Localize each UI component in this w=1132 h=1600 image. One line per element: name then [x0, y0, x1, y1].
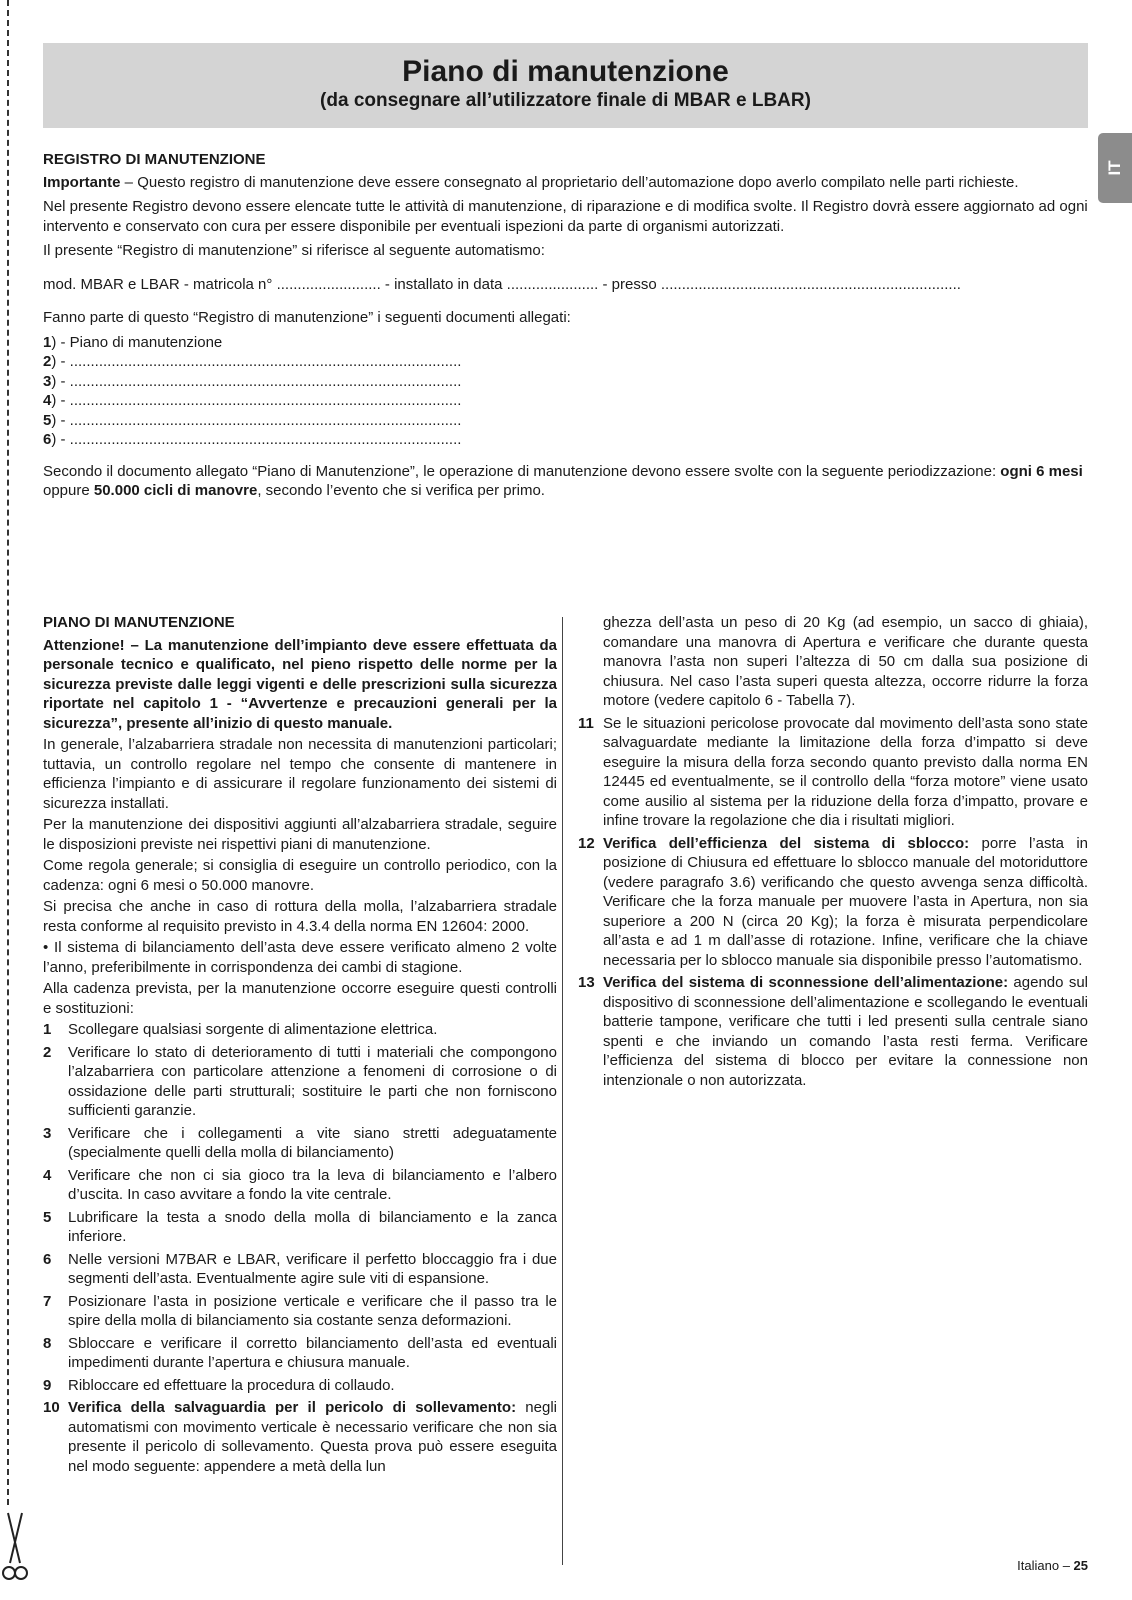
list-item: 1) - Piano di manutenzione [43, 333, 223, 351]
maintenance-plan-right-column [578, 613, 1088, 1093]
language-tab-label: IT [1105, 160, 1124, 176]
footer-language: Italiano – [1017, 1558, 1074, 1573]
page-number: 25 [1073, 1558, 1088, 1573]
register-heading: REGISTRO DI MANUTENZIONE [43, 151, 266, 168]
cut-line [7, 0, 9, 1505]
maintenance-steps-continued [578, 714, 1088, 1091]
plan-para-3: Come regola generale; si consiglia di eseguire un controllo periodico, con la cadenza: ogni 6 mesi o 50.000 manovre. [43, 857, 557, 894]
list-item: 1 Scollegare qualsiasi sorgente di alimentazione elettrica. [43, 1021, 438, 1038]
scissors-icon [0, 1508, 30, 1588]
list-item: 8 Sbloccare e verificare il corretto bilanciamento dell’asta ed eventuali impedimenti durante l’apertura e chiusura manuale. [43, 1334, 557, 1371]
step-10-continuation: ghezza dell’asta un peso di 20 Kg (ad esempio, un sacco di ghiaia), comandare una manovra di Apertura e verificare che durante questa manovra l’asta non superi l’altezza di 50 cm dalla sua posizione di chiusura. Nel caso l’asta superi questa altezza, occorre ridurre la forza motore (vedere capitolo 6 - Tabella 7). [603, 614, 1088, 709]
page-subtitle: (da consegnare all’utilizzatore finale di MBAR e LBAR) [320, 90, 811, 111]
language-tab [1098, 133, 1132, 203]
list-item: 2) - .............................................................................................. [43, 353, 462, 370]
list-item: 12 Verifica dell’efficienza del sistema di sblocco: porre l’asta in posizione di Chiusura ed effettuare lo sblocco manuale del motoriduttore (vedere paragrafo 3.6) verificando che questo avvenga senza difficoltà. Verificare che la forza manuale per muovere l’asta in Apertura, non sia superiore a 200 N (circa 20 Kg); la forza è misurata perpendicolare all’asta e ad 1 m dall’asse di rotazione. Infine, verificare che la chiave necessaria per lo sblocco manuale sia disponibile presso l’automatismo. [578, 834, 1089, 969]
register-important: Importante – Questo registro di manutenzione deve essere consegnato al proprietario dell’automazione dopo averlo compilato nelle parti richieste. [43, 173, 1019, 191]
page-header [43, 43, 1088, 128]
register-para-1: Nel presente Registro devono essere elencate tutte le attività di manutenzione, di riparazione e di modifica svolte. Il Registro dovrà essere aggiornato ad ogni intervento e conservato con cura per essere disponibile per eventuali ispezioni da parte di organismi autorizzati. [43, 198, 1088, 235]
page-title: Piano di manutenzione [402, 55, 729, 88]
list-item: 6 Nelle versioni M7BAR e LBAR, verificare il perfetto bloccaggio fra i due segmenti dell’asta. Eventualmente agire sule viti di espansione. [43, 1250, 557, 1287]
attachments-list [43, 333, 1088, 450]
list-item: 9 Ribloccare ed effettuare la procedura di collaudo. [43, 1376, 395, 1394]
plan-para-5: • Il sistema di bilanciamento dell’asta deve essere verificato almeno 2 volte l’anno, preferibilmente in corrispondenza dei cambi di stagione. [43, 939, 557, 976]
plan-para-2: Per la manutenzione dei dispositivi aggiunti all’alzabarriera stradale, seguire le disposizioni previste nei rispettivi piani di manutenzione. [43, 816, 557, 853]
list-item: 13 Verifica del sistema di sconnessione dell’alimentazione: agendo sul dispositivo di sconnessione dell’alimentazione e scollegando le eventuali batterie tampone, verificare che tutti i led presenti sulla centrale siano spenti e che inviando un comando l’asta resti ferma. Verificare l’efficienza del sistema di blocco per evitare la connessione non intenzionale o non autorizzata. [578, 974, 1088, 1089]
column-divider [562, 617, 563, 1565]
list-item: 3) - .............................................................................................. [43, 372, 462, 390]
plan-heading: PIANO DI MANUTENZIONE [43, 614, 235, 631]
model-serial-line: mod. MBAR e LBAR - matricola n° ......................... - installato in data ...................... - presso ........................................................................ [43, 275, 961, 293]
plan-para-1: In generale, l’alzabarriera stradale non necessita di manutenzioni particolari; tuttavia, un controllo regolare nel tempo che consente di mantenere in efficienza l’impianto e di assicurare il regolare funzionamento dei sistemi di sicurezza installati. [43, 736, 557, 812]
register-para-2: Il presente “Registro di manutenzione” si riferisce al seguente automatismo: [43, 242, 545, 259]
list-item: 7 Posizionare l’asta in posizione verticale e verificare che il passo tra le spire della molla di bilanciamento sia costante senza deformazioni. [43, 1292, 557, 1329]
page-footer [1017, 1558, 1088, 1573]
plan-para-4: Si precisa che anche in caso di rottura della molla, l’alzabarriera stradale resta conforme al requisito previsto in 4.3.4 della norma EN 12604: 2000. [43, 898, 557, 935]
list-item: 10 Verifica della salvaguardia per il pericolo di sollevamento: negli automatismi con movimento verticale è necessario verificare che non sia presente il pericolo di sollevamento. Questa prova può essere eseguita nel modo seguente: appendere a metà della lun [43, 1399, 557, 1475]
maintenance-steps [43, 1020, 557, 1476]
list-item: 5) - .............................................................................................. [43, 411, 462, 429]
list-item: 4) - .............................................................................................. [43, 392, 462, 409]
list-item: 2 Verificare lo stato di deterioramento di tutti i materiali che compongono l’alzabarriera con particolare attenzione a fenomeni di corrosione o di ossidazione delle parti strutturali; sostituire le parti che non forniscono sufficienti garanzie. [43, 1043, 557, 1119]
list-item: 5 Lubrificare la testa a snodo della molla di bilanciamento e la zanca inferiore. [43, 1208, 557, 1245]
plan-warning: Attenzione! – La manutenzione dell’impianto deve essere effettuata da personale tecnico e qualificato, nel pieno rispetto delle norme per la sicurezza previste dalle leggi vigenti e delle prescrizioni sulla sicurezza riportate nel capitolo 1 - “Avvertenze e precauzioni generali per la sicurezza”, presente all’inizio di questo manuale. [43, 636, 557, 732]
attachments-intro: Fanno parte di questo “Registro di manutenzione” i seguenti documenti allegati: [43, 309, 571, 326]
list-item: 4 Verificare che non ci sia gioco tra la leva di bilanciamento e l’albero d’uscita. In caso avvitare a fondo la vite centrale. [43, 1166, 557, 1203]
periodicity-text: Secondo il documento allegato “Piano di Manutenzione”, le operazione di manutenzione devono essere svolte con la seguente periodizzazione: ogni 6 mesi oppure 50.000 cicli di manovre, secondo l’evento che si verifica per primo. [43, 462, 1083, 499]
maintenance-plan-left-column [43, 613, 557, 1479]
list-item: 3 Verificare che i collegamenti a vite siano stretti adeguatamente (specialmente quelli della molla di bilanciamento) [43, 1124, 557, 1161]
list-item: 6) - .............................................................................................. [43, 431, 462, 448]
maintenance-register-section [43, 150, 1088, 506]
list-item: 11 Se le situazioni pericolose provocate dal movimento dell’asta sono state salvaguardate mediante la limitazione della forza d’impatto si deve eseguire la misura della forza secondo quanto previsto dalla norma EN 12445 ed eventualmente, se il controllo della “forza motore” viene usato come ausilio al sistema per la riduzione della forza d’impatto, provare e infine trovare la regolazione che dia i risultati migliori. [578, 714, 1088, 829]
plan-para-6: Alla cadenza prevista, per la manutenzione occorre eseguire questi controlli e sostituzioni: [43, 980, 557, 1017]
